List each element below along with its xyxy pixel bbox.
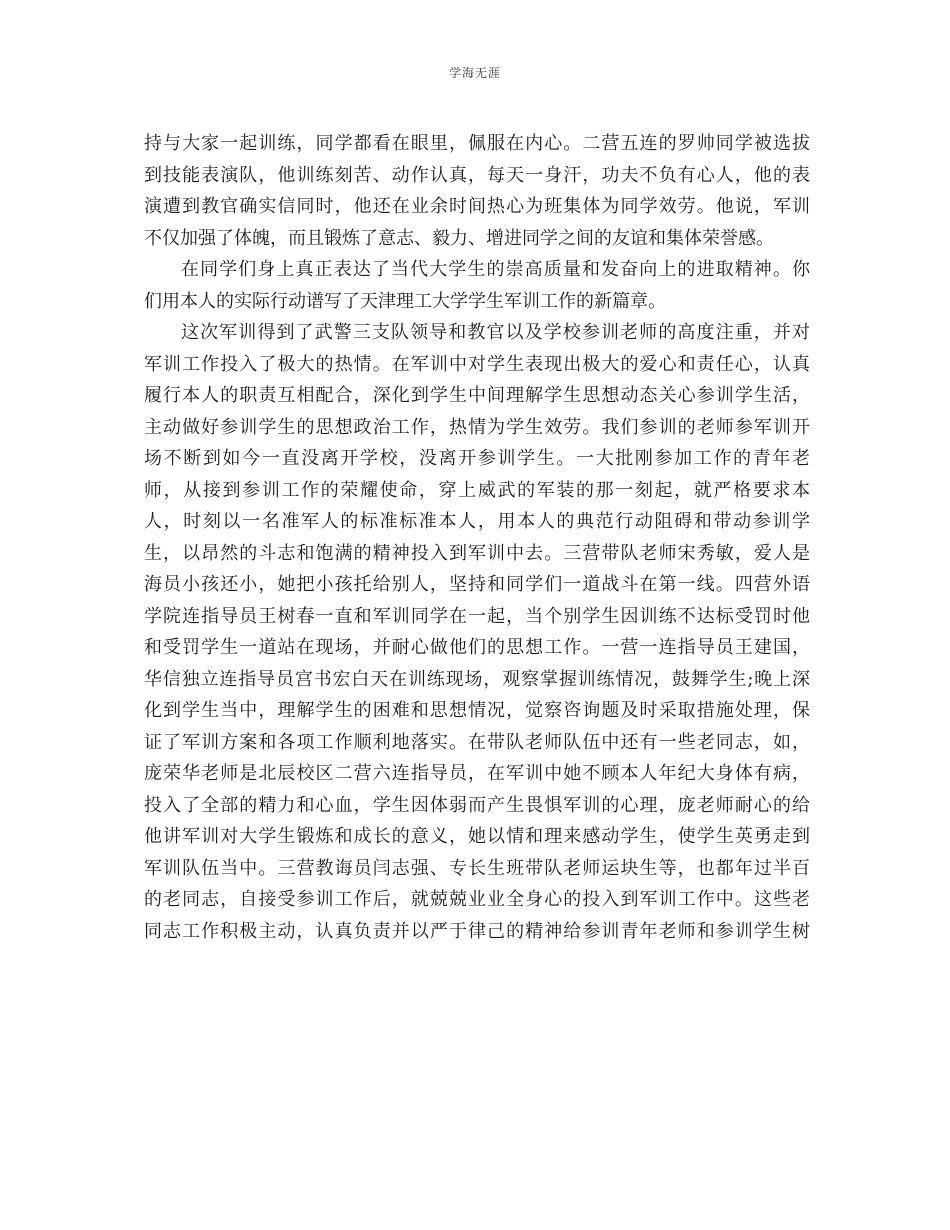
text-line: 华信独立连指导员宫书宏白天在训练现场，观察掌握训练情况，鼓舞学生;晚上深 xyxy=(144,668,810,690)
text-line: 学院连指导员王树春一直和军训同学在一起，当个别学生因训练不达标受罚时他 xyxy=(144,605,810,627)
text-line: 们用本人的实际行动谱写了天津理工大学学生军训工作的新篇章。 xyxy=(144,290,666,312)
text-line: 在同学们身上真正表达了当代大学生的崇高质量和发奋向上的进取精神。你 xyxy=(181,259,810,280)
page-header: 学海无涯 xyxy=(448,66,501,80)
text-line: 的老同志，自接受参训工作后，就兢兢业业全身心的投入到军训工作中。这些老 xyxy=(144,889,810,910)
text-line: 到技能表演队，他训练刻苦、动作认真，每天一身汗，功夫不负有心人，他的表 xyxy=(144,164,810,186)
paragraph xyxy=(144,254,810,317)
text-line: 军训队伍当中。三营教诲员闫志强、专长生班带队老师运块生等，也都年过半百 xyxy=(144,857,810,879)
text-line: 履行本人的职责互相配合，深化到学生中间理解学生思想动态关心参训学生活， xyxy=(144,385,810,406)
text-line: 海员小孩还小，她把小孩托给别人，坚持和同学们一道战斗在第一线。四营外语 xyxy=(144,574,810,595)
text-line: 持与大家一起训练，同学都看在眼里，佩服在内心。二营五连的罗帅同学被选拔 xyxy=(144,133,810,154)
text-line: 场不断到如今一直没离开学校，没离开参训学生。一大批刚参加工作的青年老 xyxy=(144,448,810,469)
text-line: 军训工作投入了极大的热情。在军训中对学生表现出极大的爱心和责任心，认真 xyxy=(144,353,810,375)
paragraph xyxy=(144,128,810,254)
text-line: 这次军训得到了武警三支队领导和教官以及学校参训老师的高度注重，并对 xyxy=(181,322,810,343)
text-line: 人，时刻以一名准军人的标准标准本人，用本人的典范行动阻碍和带动参训学 xyxy=(144,511,810,532)
text-line: 证了军训方案和各项工作顺利地落实。在带队老师队伍中还有一些老同志，如， xyxy=(144,731,810,753)
text-line: 主动做好参训学生的思想政治工作，热情为学生效劳。我们参训的老师参军训开 xyxy=(144,416,810,438)
text-line: 化到学生当中，理解学生的困难和思想情况，觉察咨询题及时采取措施处理，保 xyxy=(144,700,810,721)
text-line: 同志工作积极主动，认真负责并以严于律己的精神给参训青年老师和参训学生树 xyxy=(144,920,810,942)
text-line: 演遭到教官确实信同时，他还在业余时间热心为班集体为同学效劳。他说，军训 xyxy=(144,196,810,217)
text-line: 生，以昂然的斗志和饱满的精神投入到军训中去。三营带队老师宋秀敏，爱人是 xyxy=(144,542,810,564)
text-line: 和受罚学生一道站在现场，并耐心做他们的思想工作。一营一连指导员王建国， xyxy=(144,637,810,658)
document-body xyxy=(144,128,810,947)
text-line: 庞荣华老师是北辰校区二营六连指导员，在军训中她不顾本人年纪大身体有病， xyxy=(144,763,810,784)
text-line: 不仅加强了体魄，而且锻炼了意志、毅力、增进同学之间的友谊和集体荣誉感。 xyxy=(144,227,774,249)
text-line: 他讲军训对大学生锻炼和成长的意义，她以情和理来感动学生，使学生英勇走到 xyxy=(144,826,810,847)
text-line: 投入了全部的精力和心血，学生因体弱而产生畏惧军训的心理，庞老师耐心的给 xyxy=(144,794,810,816)
text-line: 师，从接到参训工作的荣耀使命，穿上威武的军装的那一刻起，就严格要求本 xyxy=(144,479,810,501)
paragraph xyxy=(144,317,810,947)
